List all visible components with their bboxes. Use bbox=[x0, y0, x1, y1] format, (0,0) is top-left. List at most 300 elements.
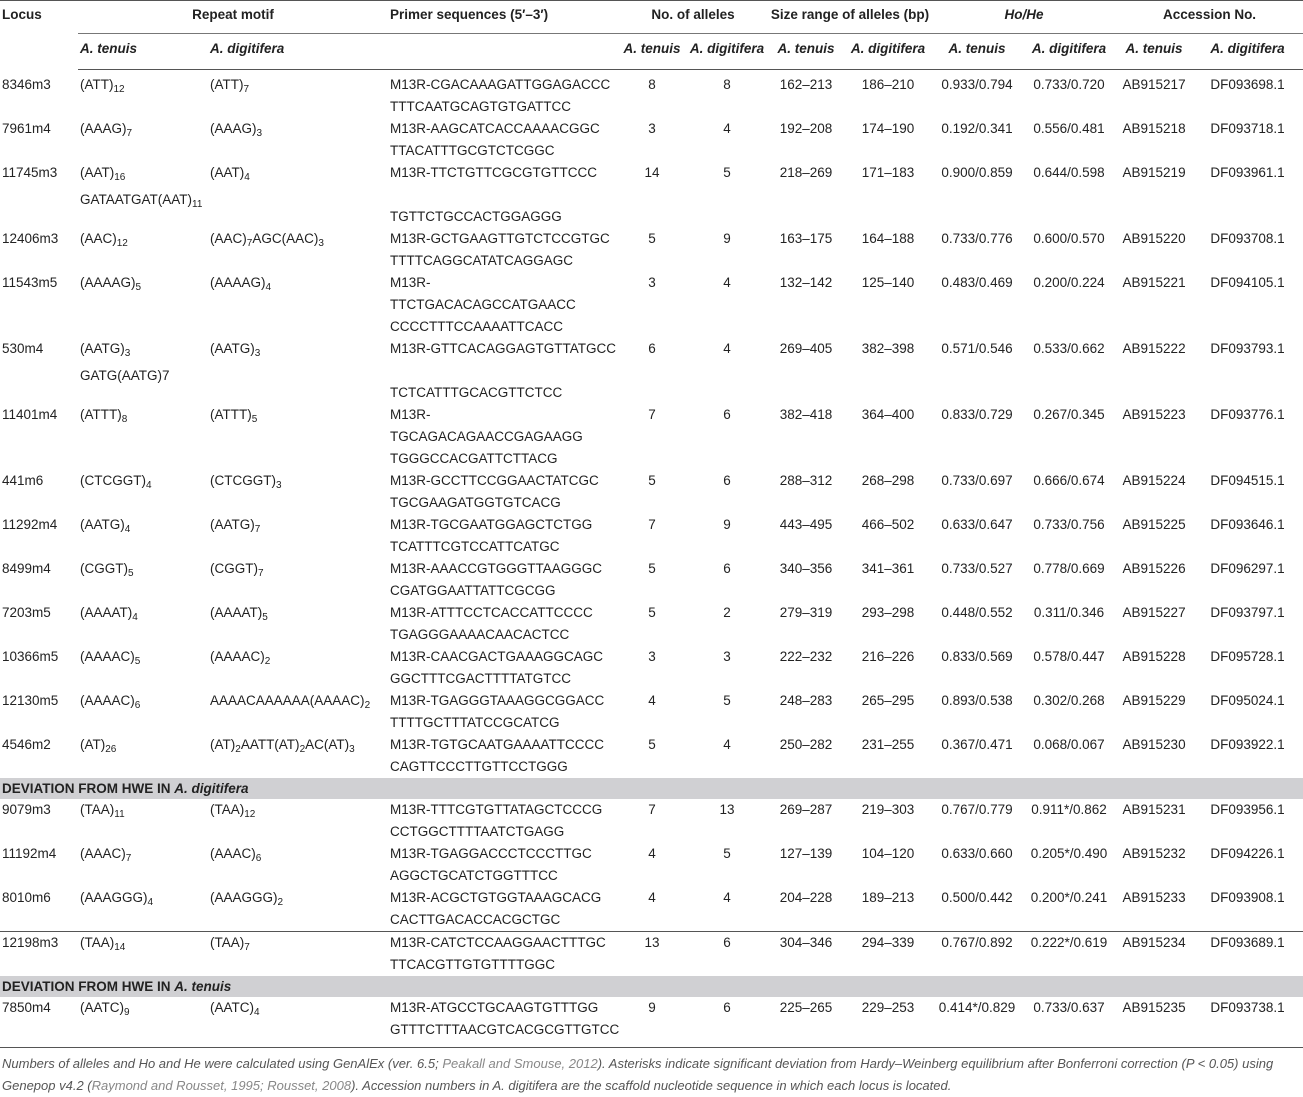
locus-cell: 11292m4 bbox=[2, 517, 58, 532]
alleles-tenuis-cell: 7 bbox=[648, 517, 656, 532]
primer-line: M13R-ATGCCTGCAAGTGTTTGG bbox=[390, 1000, 599, 1015]
col-header-locus: Locus bbox=[0, 1, 78, 70]
table-row bbox=[0, 843, 1303, 887]
table-row bbox=[0, 470, 1303, 514]
motif-tenuis-cell: $(AAAAC)_6$ bbox=[80, 693, 141, 711]
alleles-digitifera-cell: 8 bbox=[723, 77, 731, 92]
locus-cell: 530m4 bbox=[2, 341, 44, 356]
primer-line: CACTTGACACCACGCTGC bbox=[390, 912, 561, 927]
primer-line: AGGCTGCATCTGGTTTCC bbox=[390, 868, 558, 883]
primer-line: M13R-TTCTGTTCGCGTGTTCCC bbox=[390, 165, 597, 180]
motif-tenuis-cell: $(AAC)_{12}$ bbox=[80, 231, 128, 249]
primer-cell bbox=[388, 843, 618, 887]
motif-digitifera-cell: $(AAAG)_3$ bbox=[210, 121, 263, 139]
motif-digitifera-cell: $(AAT)_4$ bbox=[210, 165, 250, 183]
primer-line: M13R-GTTCACAGGAGTGTTATGCC bbox=[390, 341, 617, 356]
primer-line: M13R-AAACCGTGGGTTAAGGGC bbox=[390, 561, 603, 576]
hohe-digitifera-cell: 0.205*/0.490 bbox=[1030, 846, 1108, 861]
hohe-digitifera-cell: 0.267/0.345 bbox=[1033, 407, 1105, 422]
col-header-primer: Primer sequences (5′–3′) bbox=[388, 1, 618, 34]
hohe-digitifera-cell: 0.311/0.346 bbox=[1033, 605, 1105, 620]
primer-line: TTACATTTGCGTCTCGGC bbox=[390, 143, 555, 158]
hohe-digitifera-cell: 0.222*/0.619 bbox=[1022, 932, 1116, 977]
accession-digitifera-cell: DF094105.1 bbox=[1210, 275, 1285, 290]
alleles-tenuis-cell: 13 bbox=[618, 932, 686, 977]
size-digitifera-cell: 104–120 bbox=[861, 846, 915, 861]
accession-tenuis-cell: AB915220 bbox=[1122, 231, 1186, 246]
alleles-digitifera-cell: 5 bbox=[723, 165, 731, 180]
accession-tenuis-cell: AB915218 bbox=[1122, 121, 1186, 136]
hohe-digitifera-cell: 0.068/0.067 bbox=[1033, 737, 1105, 752]
primer-cell bbox=[388, 162, 618, 228]
alleles-tenuis-cell: 5 bbox=[648, 605, 656, 620]
hohe-digitifera-cell: 0.600/0.570 bbox=[1033, 231, 1105, 246]
alleles-tenuis-cell: 7 bbox=[648, 407, 656, 422]
motif-tenuis-cell: $(AAAG)_7$ bbox=[80, 121, 133, 139]
footnote-ref-rousset[interactable]: Raymond and Rousset, 1995; Rousset, 2008 bbox=[91, 1078, 352, 1093]
size-tenuis-cell: 162–213 bbox=[779, 77, 833, 92]
footnote-text-1: Numbers of alleles and Ho and He were calculated using GenAlEx (ver. 6.5; bbox=[2, 1056, 443, 1071]
size-digitifera-cell: 364–400 bbox=[861, 407, 915, 422]
accession-tenuis-cell: AB915225 bbox=[1122, 517, 1186, 532]
locus-cell: 11745m3 bbox=[2, 165, 58, 180]
hohe-digitifera-cell: 0.533/0.662 bbox=[1033, 341, 1105, 356]
locus-cell: 7203m5 bbox=[2, 605, 51, 620]
table-row bbox=[0, 646, 1303, 690]
size-digitifera-cell: 164–188 bbox=[861, 231, 915, 246]
primer-cell bbox=[388, 932, 618, 977]
accession-digitifera-cell: DF093793.1 bbox=[1210, 341, 1285, 356]
hohe-digitifera-cell: 0.302/0.268 bbox=[1033, 693, 1105, 708]
size-tenuis-cell: 382–418 bbox=[779, 407, 833, 422]
hohe-tenuis-cell: 0.571/0.546 bbox=[941, 341, 1013, 356]
alleles-tenuis-cell: 7 bbox=[648, 802, 656, 817]
primer-line: TTCACGTTGTGTTTTGGC bbox=[390, 957, 555, 972]
locus-cell: 8346m3 bbox=[2, 76, 51, 92]
table-row bbox=[0, 228, 1303, 272]
accession-tenuis-cell: AB915223 bbox=[1122, 407, 1186, 422]
size-digitifera-cell: 294–339 bbox=[844, 932, 932, 977]
alleles-tenuis-cell: 5 bbox=[648, 561, 656, 576]
hohe-digitifera-cell: 0.644/0.598 bbox=[1033, 165, 1105, 180]
motif-tenuis-cell: $(AAAAG)_5$ bbox=[80, 275, 142, 293]
table-row bbox=[0, 272, 1303, 338]
accession-digitifera-cell: DF093698.1 bbox=[1210, 77, 1285, 92]
subheader-alleles-digitifera: A. digitifera bbox=[686, 34, 768, 70]
motif-digitifera-cell: $(AATC)_4$ bbox=[208, 997, 388, 1048]
section-species: A. tenuis bbox=[174, 979, 232, 994]
primer-cell bbox=[388, 118, 618, 162]
subheader-acc-digitifera: A. digitifera bbox=[1192, 34, 1303, 70]
accession-digitifera-cell: DF093718.1 bbox=[1210, 121, 1285, 136]
hohe-digitifera-cell: 0.200*/0.241 bbox=[1030, 890, 1108, 905]
hohe-tenuis-cell: 0.767/0.779 bbox=[941, 802, 1013, 817]
motif-tenuis-cell: $(AATG)_4$ bbox=[80, 517, 131, 535]
alleles-digitifera-cell: 4 bbox=[723, 737, 731, 752]
alleles-tenuis-cell: 4 bbox=[648, 846, 656, 861]
alleles-tenuis-cell: 8 bbox=[648, 77, 656, 92]
size-digitifera-cell: 229–253 bbox=[844, 997, 932, 1048]
primer-cell bbox=[388, 70, 618, 119]
primer-line: TTTCAATGCAGTGTGATTCC bbox=[390, 99, 571, 114]
table-row bbox=[0, 118, 1303, 162]
alleles-digitifera-cell: 3 bbox=[723, 649, 731, 664]
accession-digitifera-cell: DF095024.1 bbox=[1210, 693, 1285, 708]
primer-line: M13R-CAACGACTGAAAGGCAGC bbox=[390, 649, 604, 664]
size-digitifera-cell: 189–213 bbox=[861, 890, 915, 905]
section-label: DEVIATION FROM HWE IN bbox=[2, 781, 175, 796]
primer-line: CCCCTTTCCAAAATTCACC bbox=[390, 319, 564, 334]
motif-tenuis-cell: $(CTCGGT)_4$ bbox=[80, 473, 152, 491]
motif-digitifera-cell: $(AT)_2AATT(AT)_2AC(AT)_3$ bbox=[210, 737, 355, 755]
alleles-tenuis-cell: 3 bbox=[648, 649, 656, 664]
motif-digitifera-cell: $AAAACAAAAAA(AAAAC)_2$ bbox=[210, 693, 371, 711]
primer-line: TTTTCAGGCATATCAGGAGC bbox=[390, 253, 574, 268]
primer-cell bbox=[388, 646, 618, 690]
accession-digitifera-cell: DF093908.1 bbox=[1210, 890, 1285, 905]
motif-tenuis-cell: $(AAAGGG)_4$ bbox=[80, 890, 154, 908]
motif-digitifera-cell: $(AAC)_7AGC(AAC)_3$ bbox=[210, 231, 324, 249]
primer-line: M13R-AAGCATCACCAAAACGGC bbox=[390, 121, 600, 136]
table-footnote bbox=[0, 1048, 1299, 1097]
size-tenuis-cell: 163–175 bbox=[779, 231, 833, 246]
size-tenuis-cell: 304–346 bbox=[768, 932, 844, 977]
primer-cell bbox=[388, 690, 618, 734]
size-digitifera-cell: 231–255 bbox=[861, 737, 915, 752]
motif-digitifera-cell: $(CGGT)_7$ bbox=[210, 561, 264, 579]
primer-line: M13R-CATCTCCAAGGAACTTTGC bbox=[390, 935, 606, 950]
size-tenuis-cell: 269–405 bbox=[779, 341, 833, 356]
locus-cell: 12130m5 bbox=[2, 693, 59, 708]
footnote-ref-peakall[interactable]: Peakall and Smouse, 2012 bbox=[442, 1056, 598, 1071]
size-tenuis-cell: 248–283 bbox=[779, 693, 833, 708]
size-tenuis-cell: 288–312 bbox=[779, 473, 833, 488]
primer-line bbox=[390, 184, 616, 206]
primer-line: M13R-ATTTCCTCACCATTCCCC bbox=[390, 605, 593, 620]
motif-digitifera-cell: $(TAA)_{12}$ bbox=[210, 802, 256, 820]
accession-digitifera-cell: DF095728.1 bbox=[1210, 649, 1285, 664]
subheader-alleles-tenuis: A. tenuis bbox=[618, 34, 686, 70]
motif-digitifera-cell: $(ATTT)_5$ bbox=[210, 407, 258, 425]
col-header-size-range: Size range of alleles (bp) bbox=[768, 1, 932, 34]
primer-cell bbox=[388, 228, 618, 272]
motif-tenuis-cell: $(AATG)_3$ GATG(AATG)7 bbox=[80, 341, 170, 383]
accession-tenuis-cell: AB915232 bbox=[1122, 846, 1186, 861]
locus-cell: 4546m2 bbox=[2, 737, 51, 752]
accession-digitifera-cell: DF093797.1 bbox=[1210, 605, 1285, 620]
alleles-digitifera-cell: 9 bbox=[723, 517, 731, 532]
primer-cell bbox=[388, 514, 618, 558]
size-digitifera-cell: 265–295 bbox=[861, 693, 915, 708]
table-row bbox=[0, 932, 1303, 977]
primer-cell bbox=[388, 602, 618, 646]
hohe-tenuis-cell: 0.633/0.647 bbox=[941, 517, 1013, 532]
primer-cell bbox=[388, 734, 618, 778]
subheader-size-tenuis: A. tenuis bbox=[768, 34, 844, 70]
accession-tenuis-cell: AB915219 bbox=[1122, 165, 1186, 180]
motif-tenuis-cell: $(AAT)_{16}$ $GATAATGAT(AAT)_{11}$ bbox=[80, 165, 203, 210]
primer-line: M13R-TTTCGTGTTATAGCTCCCG bbox=[390, 802, 603, 817]
size-digitifera-cell: 171–183 bbox=[861, 165, 915, 180]
hohe-digitifera-cell: 0.911*/0.862 bbox=[1031, 802, 1107, 817]
motif-tenuis-cell: $(AAAAC)_5$ bbox=[80, 649, 141, 667]
locus-cell: 11192m4 bbox=[2, 846, 57, 861]
primer-line: CGATGGAATTATTCGCGG bbox=[390, 583, 556, 598]
section-label: DEVIATION FROM HWE IN bbox=[2, 979, 175, 994]
primer-line: TCTCATTTGCACGTTCTCC bbox=[390, 385, 563, 400]
motif-digitifera-cell: $(ATT)_7$ bbox=[210, 77, 250, 95]
alleles-digitifera-cell: 6 bbox=[723, 561, 731, 576]
accession-digitifera-cell: DF094515.1 bbox=[1210, 473, 1285, 488]
size-digitifera-cell: 216–226 bbox=[861, 649, 915, 664]
size-tenuis-cell: 250–282 bbox=[779, 737, 833, 752]
size-tenuis-cell: 340–356 bbox=[779, 561, 833, 576]
size-tenuis-cell: 269–287 bbox=[779, 802, 833, 817]
alleles-tenuis-cell: 14 bbox=[644, 165, 660, 180]
motif-digitifera-cell: $(AAAAC)_2$ bbox=[210, 649, 271, 667]
motif-digitifera-cell: $(CTCGGT)_3$ bbox=[210, 473, 282, 491]
primer-line: M13R-TGAGGACCCTCCCTTGC bbox=[390, 846, 592, 861]
primer-cell bbox=[388, 404, 618, 470]
size-tenuis-cell: 132–142 bbox=[779, 275, 833, 290]
accession-digitifera-cell: DF093689.1 bbox=[1192, 932, 1303, 977]
locus-cell: 12406m3 bbox=[2, 231, 59, 246]
accession-tenuis-cell: AB915234 bbox=[1116, 932, 1192, 977]
alleles-digitifera-cell: 6 bbox=[686, 932, 768, 977]
col-header-accession: Accession No. bbox=[1116, 1, 1303, 34]
hohe-digitifera-cell: 0.200/0.224 bbox=[1033, 275, 1105, 290]
table-row bbox=[0, 558, 1303, 602]
table-row bbox=[0, 162, 1303, 228]
hohe-tenuis-cell: 0.733/0.527 bbox=[941, 561, 1013, 576]
accession-tenuis-cell: AB915229 bbox=[1122, 693, 1186, 708]
accession-tenuis-cell: AB915222 bbox=[1122, 341, 1186, 356]
table-row bbox=[0, 799, 1303, 843]
hohe-tenuis-cell: 0.833/0.569 bbox=[941, 649, 1013, 664]
primer-line: TTTTGCTTTATCCGCATCG bbox=[390, 715, 560, 730]
primer-cell bbox=[388, 470, 618, 514]
alleles-tenuis-cell: 3 bbox=[648, 121, 656, 136]
hohe-digitifera-cell: 0.556/0.481 bbox=[1033, 121, 1105, 136]
motif-tenuis-cell: $(ATT)_{12}$ bbox=[80, 77, 125, 95]
primer-line: M13R-GCCTTCCGGAACTATCGC bbox=[390, 473, 599, 488]
hohe-tenuis-cell: 0.448/0.552 bbox=[941, 605, 1013, 620]
size-tenuis-cell: 127–139 bbox=[779, 846, 833, 861]
primer-line: M13R- bbox=[390, 407, 431, 422]
primer-line: M13R-TGTGCAATGAAAATTCCCC bbox=[390, 737, 605, 752]
size-tenuis-cell: 443–495 bbox=[779, 517, 833, 532]
alleles-digitifera-cell: 4 bbox=[723, 275, 731, 290]
primer-cell bbox=[388, 887, 618, 932]
size-digitifera-cell: 293–298 bbox=[861, 605, 915, 620]
hohe-tenuis-cell: 0.483/0.469 bbox=[941, 275, 1013, 290]
subheader-primer-blank bbox=[388, 34, 618, 70]
accession-tenuis-cell: AB915226 bbox=[1122, 561, 1186, 576]
alleles-digitifera-cell: 5 bbox=[723, 846, 731, 861]
alleles-digitifera-cell: 9 bbox=[723, 231, 731, 246]
motif-tenuis-cell: $(AAAC)_7$ bbox=[80, 846, 132, 864]
accession-tenuis-cell: AB915230 bbox=[1122, 737, 1186, 752]
col-header-repeat-motif: Repeat motif bbox=[78, 1, 388, 34]
subheader-size-digitifera: A. digitifera bbox=[844, 34, 932, 70]
primer-line: M13R-TGCGAATGGAGCTCTGG bbox=[390, 517, 593, 532]
subheader-hohe-digitifera: A. digitifera bbox=[1022, 34, 1116, 70]
locus-cell: 8499m4 bbox=[2, 561, 51, 576]
alleles-tenuis-cell: 4 bbox=[648, 890, 656, 905]
hohe-tenuis-cell: 0.192/0.341 bbox=[941, 121, 1013, 136]
primer-line: M13R-GCTGAAGTTGTCTCCGTGC bbox=[390, 231, 610, 246]
size-digitifera-cell: 341–361 bbox=[861, 561, 915, 576]
col-header-num-alleles: No. of alleles bbox=[618, 1, 768, 34]
primer-line: CCTGGCTTTTAATCTGAGG bbox=[390, 824, 565, 839]
table-body bbox=[0, 70, 1303, 1048]
table-row bbox=[0, 887, 1303, 932]
footnote-text-2: ). Asterisks indicate significant deviation from Hardy–Weinberg equilibrium after Bonferroni correction (P < 0.05) using Genepop v4.2 ( bbox=[2, 1056, 1274, 1093]
alleles-digitifera-cell: 4 bbox=[723, 890, 731, 905]
accession-digitifera-cell: DF093776.1 bbox=[1210, 407, 1285, 422]
alleles-digitifera-cell: 5 bbox=[723, 693, 731, 708]
primer-line: M13R-CGACAAAGATTGGAGACCC bbox=[390, 77, 611, 92]
size-digitifera-cell: 174–190 bbox=[861, 121, 915, 136]
locus-cell: 10366m5 bbox=[2, 649, 59, 664]
table-row bbox=[0, 338, 1303, 404]
accession-tenuis-cell: AB915231 bbox=[1122, 802, 1186, 817]
primer-line bbox=[390, 360, 616, 382]
motif-tenuis-cell: $(AAAAT)_4$ bbox=[80, 605, 138, 623]
footnote-text-3: ). Accession numbers in A. digitifera are the scaffold nucleotide sequence in which each locus is located. bbox=[351, 1078, 952, 1093]
size-digitifera-cell: 219–303 bbox=[861, 802, 915, 817]
hohe-digitifera-cell: 0.778/0.669 bbox=[1033, 561, 1105, 576]
alleles-tenuis-cell: 5 bbox=[648, 231, 656, 246]
accession-digitifera-cell: DF093956.1 bbox=[1210, 802, 1285, 817]
primer-line: CAGTTCCCTTGTTCCTGGG bbox=[390, 759, 568, 774]
primer-cell bbox=[388, 997, 618, 1048]
accession-digitifera-cell: DF093646.1 bbox=[1210, 517, 1285, 532]
hohe-digitifera-cell: 0.733/0.720 bbox=[1033, 77, 1105, 92]
motif-digitifera-cell: $(AAAAG)_4$ bbox=[210, 275, 272, 293]
accession-tenuis-cell: AB915233 bbox=[1122, 890, 1186, 905]
subheader-motif-digitifera: A. digitifera bbox=[208, 34, 388, 70]
subheader-acc-tenuis: A. tenuis bbox=[1116, 34, 1192, 70]
alleles-digitifera-cell: 13 bbox=[719, 802, 735, 817]
hohe-tenuis-cell: 0.500/0.442 bbox=[941, 890, 1013, 905]
locus-cell: 11543m5 bbox=[2, 275, 58, 290]
accession-tenuis-cell: AB915235 bbox=[1116, 997, 1192, 1048]
motif-digitifera-cell: $(TAA)_7$ bbox=[208, 932, 388, 977]
accession-tenuis-cell: AB915217 bbox=[1122, 77, 1186, 92]
accession-digitifera-cell: DF096297.1 bbox=[1210, 561, 1285, 576]
hohe-tenuis-cell: 0.833/0.729 bbox=[941, 407, 1013, 422]
hohe-tenuis-cell: 0.893/0.538 bbox=[941, 693, 1013, 708]
accession-tenuis-cell: AB915228 bbox=[1122, 649, 1186, 664]
motif-tenuis-cell: $(AATC)_9$ bbox=[78, 997, 208, 1048]
hohe-digitifera-cell: 0.733/0.637 bbox=[1022, 997, 1116, 1048]
alleles-tenuis-cell: 9 bbox=[618, 997, 686, 1048]
hohe-digitifera-cell: 0.733/0.756 bbox=[1033, 517, 1105, 532]
hohe-tenuis-cell: 0.414*/0.829 bbox=[932, 997, 1022, 1048]
size-digitifera-cell: 125–140 bbox=[861, 275, 915, 290]
subheader-motif-tenuis: A. tenuis bbox=[78, 34, 208, 70]
alleles-tenuis-cell: 3 bbox=[648, 275, 656, 290]
primer-line: TCATTTCGTCCATTCATGC bbox=[390, 539, 560, 554]
section-deviation-digitifera bbox=[0, 778, 1303, 799]
table-row bbox=[0, 404, 1303, 470]
alleles-digitifera-cell: 6 bbox=[723, 407, 731, 422]
accession-digitifera-cell: DF093961.1 bbox=[1210, 165, 1285, 180]
primer-cell bbox=[388, 799, 618, 843]
size-tenuis-cell: 222–232 bbox=[779, 649, 833, 664]
primer-cell bbox=[388, 338, 618, 404]
size-tenuis-cell: 192–208 bbox=[779, 121, 833, 136]
table-row bbox=[0, 734, 1303, 778]
table-row bbox=[0, 997, 1303, 1048]
alleles-digitifera-cell: 4 bbox=[723, 341, 731, 356]
size-digitifera-cell: 382–398 bbox=[861, 341, 915, 356]
alleles-digitifera-cell: 6 bbox=[686, 997, 768, 1048]
motif-tenuis-cell: $(AT)_{26}$ bbox=[80, 737, 117, 755]
primer-line: TGCAGACAGAACCGAGAAGG bbox=[390, 429, 583, 444]
table-row bbox=[0, 70, 1303, 119]
motif-digitifera-cell: $(AAAAT)_5$ bbox=[210, 605, 268, 623]
accession-digitifera-cell: DF093738.1 bbox=[1192, 997, 1303, 1048]
locus-cell: 441m6 bbox=[2, 473, 44, 488]
primer-line: GTTTCTTTAACGTCACGCGTTGTCC bbox=[390, 1022, 620, 1037]
accession-digitifera-cell: DF094226.1 bbox=[1210, 846, 1285, 861]
hohe-tenuis-cell: 0.767/0.892 bbox=[932, 932, 1022, 977]
alleles-digitifera-cell: 4 bbox=[723, 121, 731, 136]
hohe-digitifera-cell: 0.578/0.447 bbox=[1033, 649, 1105, 664]
motif-tenuis-cell: $(CGGT)_5$ bbox=[80, 561, 134, 579]
hohe-tenuis-cell: 0.900/0.859 bbox=[941, 165, 1013, 180]
size-tenuis-cell: 225–265 bbox=[768, 997, 844, 1048]
accession-tenuis-cell: AB915221 bbox=[1122, 275, 1186, 290]
subheader-hohe-tenuis: A. tenuis bbox=[932, 34, 1022, 70]
primer-line: TGTTCTGCCACTGGAGGG bbox=[390, 209, 562, 224]
locus-cell: 11401m4 bbox=[2, 407, 58, 422]
locus-cell: 7961m4 bbox=[2, 121, 51, 136]
section-species: A. digitifera bbox=[174, 781, 249, 796]
motif-tenuis-cell: $(TAA)_{14}$ bbox=[78, 932, 208, 977]
table-row bbox=[0, 514, 1303, 558]
locus-cell: 7850m4 bbox=[0, 997, 78, 1048]
primer-cell bbox=[388, 558, 618, 602]
alleles-digitifera-cell: 6 bbox=[723, 473, 731, 488]
primer-line: GGCTTTCGACTTTTATGTCC bbox=[390, 671, 571, 686]
size-tenuis-cell: 218–269 bbox=[779, 165, 833, 180]
primer-line: TGCGAAGATGGTGTCACG bbox=[390, 495, 561, 510]
locus-cell: 8010m6 bbox=[2, 890, 51, 905]
hohe-tenuis-cell: 0.733/0.776 bbox=[941, 231, 1013, 246]
hohe-tenuis-cell: 0.933/0.794 bbox=[941, 77, 1013, 92]
locus-cell: 12198m3 bbox=[0, 932, 78, 977]
hohe-tenuis-cell: 0.367/0.471 bbox=[941, 737, 1013, 752]
accession-digitifera-cell: DF093922.1 bbox=[1210, 737, 1285, 752]
primer-line: TGAGGGAAAACAACACTCC bbox=[390, 627, 570, 642]
primer-line: TGGGCCACGATTCTTACG bbox=[390, 451, 558, 466]
alleles-tenuis-cell: 5 bbox=[648, 473, 656, 488]
size-tenuis-cell: 279–319 bbox=[779, 605, 833, 620]
alleles-digitifera-cell: 2 bbox=[723, 605, 731, 620]
motif-digitifera-cell: $(AATG)_3$ bbox=[210, 341, 261, 359]
accession-digitifera-cell: DF093708.1 bbox=[1210, 231, 1285, 246]
motif-tenuis-cell: $(ATTT)_8$ bbox=[80, 407, 128, 425]
primer-line: M13R-TGAGGGTAAAGGCGGACC bbox=[390, 693, 605, 708]
table-row bbox=[0, 602, 1303, 646]
motif-tenuis-cell: $(TAA)_{11}$ bbox=[80, 802, 125, 820]
accession-tenuis-cell: AB915224 bbox=[1122, 473, 1186, 488]
size-tenuis-cell: 204–228 bbox=[779, 890, 833, 905]
hohe-tenuis-cell: 0.633/0.660 bbox=[941, 846, 1013, 861]
